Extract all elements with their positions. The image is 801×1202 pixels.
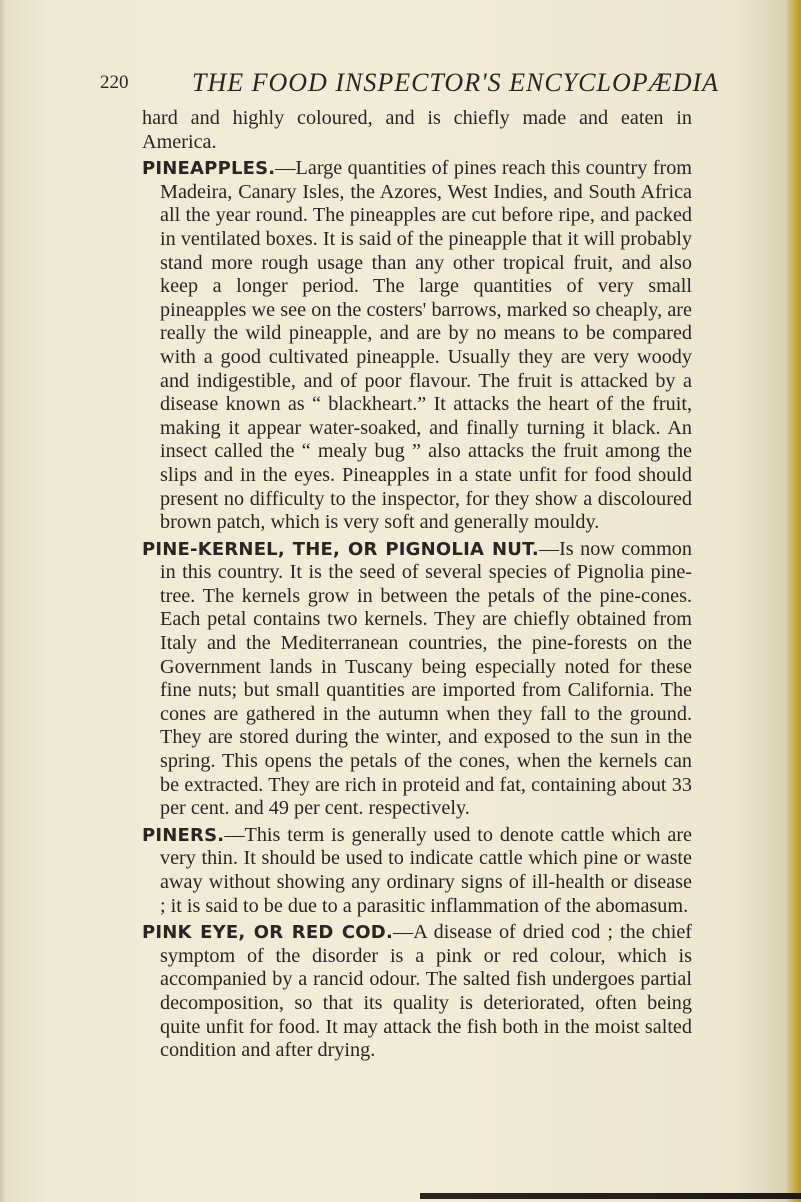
page-body	[142, 107, 692, 1066]
page-number: 220	[100, 72, 129, 93]
entry-headword: PINERS.	[142, 824, 225, 846]
continued-paragraph: hard and highly coloured, and is chiefly made and eaten in America.	[142, 107, 692, 153]
entry-pineapples	[142, 157, 692, 535]
entry-headword: PINEAPPLES.	[142, 158, 276, 180]
entry-text: —A disease of dried cod ; the chief symptom of the disorder is a pink or red colour, which is accompanied by a rancid odour. The salted fish undergoes partial decomposition, so that its quality is deteriorated, often being quite unfit for food. It may attack the fish both in the moist salted condition and after drying.	[160, 921, 692, 1062]
page-gutter	[0, 0, 6, 1202]
page-header	[100, 68, 720, 106]
entry-headword: PINE-KERNEL, THE, OR PIGNOLIA NUT.	[142, 538, 539, 560]
running-head: THE FOOD INSPECTOR'S ENCYCLOPÆDIA	[192, 68, 720, 97]
page-edge	[787, 0, 801, 1202]
entry-text: —This term is generally used to denote cattle which are very thin. It should be used to indicate cattle which pine or waste away without showing any ordinary signs of ill-health or disease ; it is said to be due to a parasitic inflammation of the abomasum.	[160, 823, 692, 917]
entry-piners	[142, 824, 692, 918]
entry-pink-eye	[142, 921, 692, 1063]
entry-pine-kernel	[142, 538, 692, 821]
entry-text: —Is now common in this country. It is the seed of several species of Pignolia pine-tree. The kernels grow in between the petals of the pine-cones. Each petal contains two kernels. They are chiefly obtained from Italy and the Mediterranean countries, the pine-forests on the Government lands in Tuscany being especially noted for these fine nuts; but small quantities are imported from California. The cones are gathered in the autumn when they fall to the ground. They are stored during the winter, and exposed to the sun in the spring. This opens the petals of the cones, when the kernels can be extracted. They are rich in proteid and fat, containing about 33 per cent. and 49 per cent. respectively.	[160, 537, 692, 820]
entry-headword: PINK EYE, OR RED COD.	[142, 922, 393, 944]
page-bottom-edge	[420, 1193, 801, 1199]
entry-text: —Large quantities of pines reach this country from Madeira, Canary Isles, the Azores, West Indies, and South Africa all the year round. The pineapples are cut before ripe, and packed in ventilated boxes. It is said of the pineapple that it will probably stand more rough usage than any other tropical fruit, and also keep a longer period. The large quantities of very small pineapples we see on the costers' barrows, marked so cheaply, are really the wild pineapple, and are by no means to be compared with a good cultivated pineapple. Usually they are very woody and indigestible, and of poor flavour. The fruit is attacked by a disease known as “ blackheart.” It attacks the heart of the fruit, making it appear water-soaked, and finally turning it black. An insect called the “ mealy bug ” also attacks the fruit among the slips and in the eyes. Pineapples in a state unfit for food should present no difficulty to the inspector, for they show a discoloured brown patch, which is very soft and generally mouldy.	[160, 157, 692, 534]
